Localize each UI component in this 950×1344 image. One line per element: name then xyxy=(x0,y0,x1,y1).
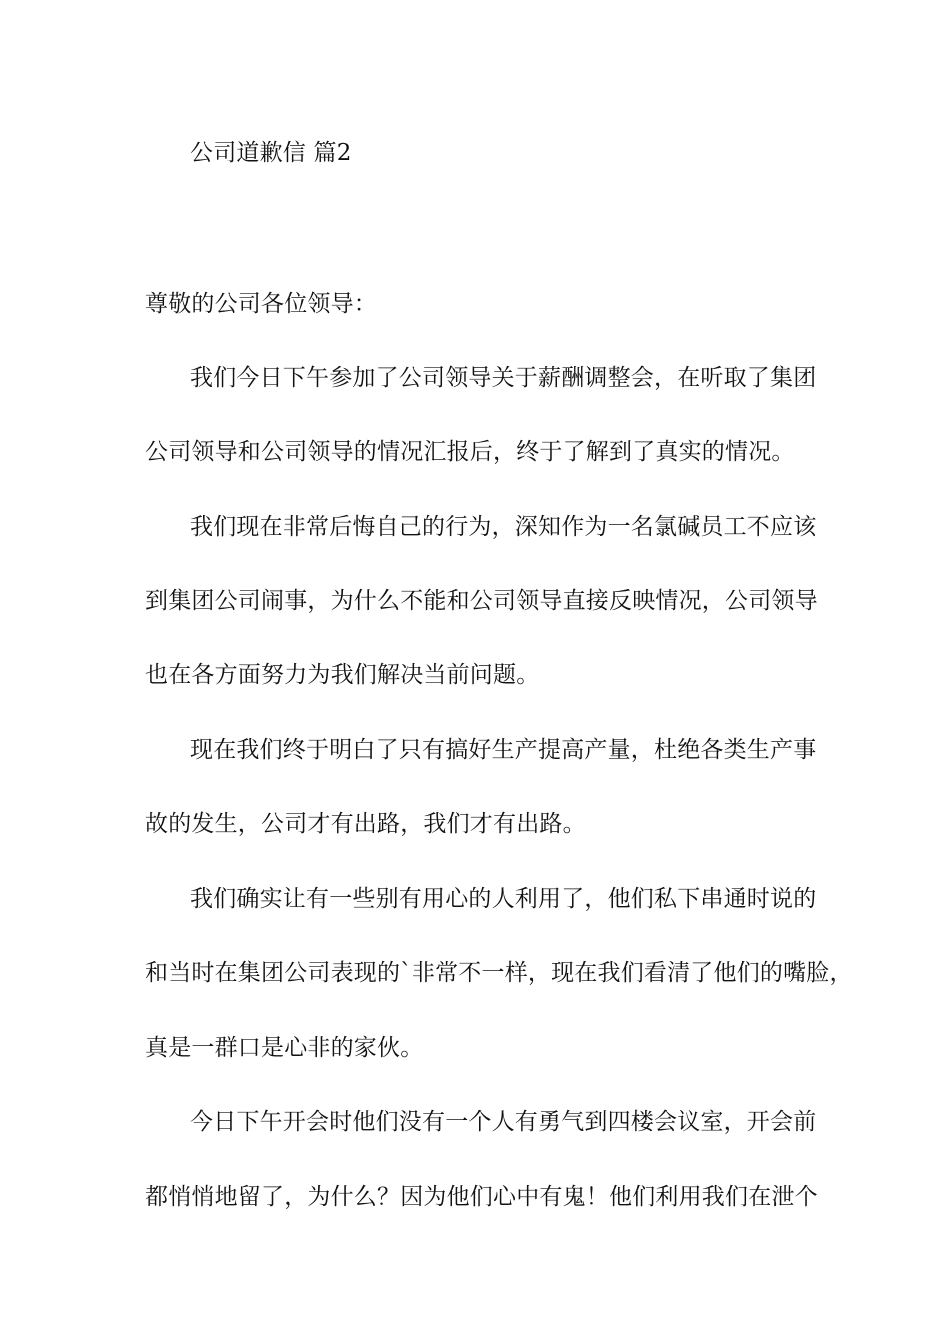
paragraph-line: 今日下午开会时他们没有一个人有勇气到四楼会议室，开会前 xyxy=(190,1109,817,1135)
paragraph-line: 真是一群口是心非的家伙。 xyxy=(145,1035,424,1061)
paragraph-line: 我们今日下午参加了公司领导关于薪酬调整会，在听取了集团 xyxy=(190,365,817,391)
paragraph-line: 现在我们终于明白了只有搞好生产提高产量，杜绝各类生产事 xyxy=(190,737,817,763)
salutation: 尊敬的公司各位领导： xyxy=(145,291,377,317)
paragraph-line: 公司领导和公司领导的情况汇报后，终于了解到了真实的情况。 xyxy=(145,439,795,465)
paragraph-line: 我们确实让有一些别有用心的人利用了，他们私下串通时说的 xyxy=(190,886,817,912)
paragraph-line: 到集团公司闹事，为什么不能和公司领导直接反映情况，公司领导 xyxy=(145,588,818,614)
paragraph-line: 我们现在非常后悔自己的行为，深知作为一名氯碱员工不应该 xyxy=(190,514,817,540)
paragraph-line: 和当时在集团公司表现的`非常不一样，现在我们看清了他们的嘴脸， xyxy=(145,960,853,986)
paragraph-line: 都悄悄地留了，为什么？因为他们心中有鬼！他们利用我们在泄个 xyxy=(145,1184,818,1210)
paragraph-line: 故的发生，公司才有出路，我们才有出路。 xyxy=(145,811,586,837)
paragraph-line: 也在各方面努力为我们解决当前问题。 xyxy=(145,662,540,688)
document-title: 公司道歉信 篇2 xyxy=(190,140,352,166)
